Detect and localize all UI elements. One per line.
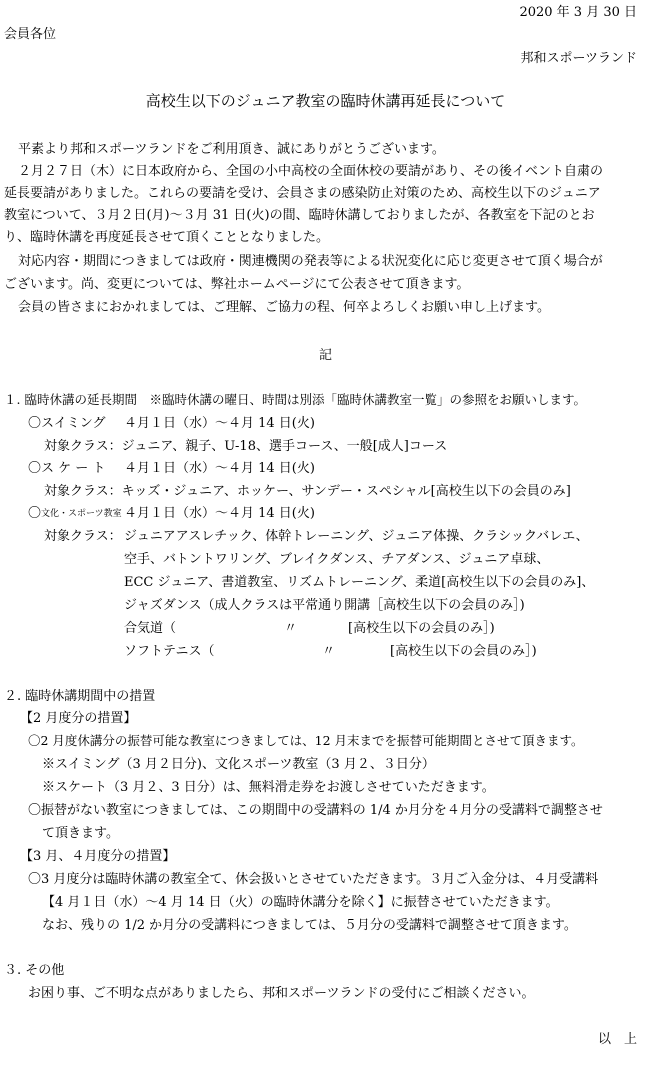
aikido-ditto: 〃 [284,621,298,636]
tennis-note: [高校生以下の会員のみ］) [390,644,537,659]
skate-classes: 対象クラス：キッズ・ジュニア、ホッケー、サンデー・スペシャル[高校生以下の会員のみ] [44,484,571,499]
mar-line: 〇3 月度分は臨時休講の教室全て、休会扱いとさせていただきます。３月ご入金分は、４月受講料 [28,872,599,887]
tennis-ditto: 〃 [322,644,336,659]
mar-line: 【4 月１日（水）～4 月 14 日（火）の臨時休講分を除く】に振替させていただきます。 [42,895,559,910]
tennis-label: ソフトテニス（ [124,644,215,659]
feb-line: ※スケート（3 月２、3 日分）は、無料滑走券をお渡しさせていただきます。 [42,780,495,795]
intro-line: 会員の皆さまにおかれましては、ご理解、ご協力の程、何卒よろしくお願い申し上げます。 [18,300,550,315]
swimming-period: ４月１日（水）～４月 14 日(火) [124,416,315,431]
culture-class-line: ジャズダンス（成人クラスは平常通り開講［高校生以下の会員のみ］) [124,598,525,613]
sender: 邦和スポーツランド [520,51,637,66]
culture-mark: 〇 [28,506,42,521]
page-title: 高校生以下のジュニア教室の臨時休講再延長について [145,92,506,110]
section2-heading: ２. 臨時休講期間中の措置 [4,689,156,704]
closing: 以 上 [597,1032,637,1047]
feb-line: ※スイミング（3 月２日分)、文化スポーツ教室（3 月２、３日分） [42,757,435,772]
aikido-label: 合気道（ [124,621,177,636]
culture-classes-label: 対象クラス： [44,529,122,544]
culture-period: ４月１日（水）～４月 14 日(火) [124,506,315,521]
intro-line: ございます。尚、変更については、弊社ホームページにて公表させて頂きます。 [4,277,470,292]
recipient: 会員各位 [4,27,57,42]
section1-heading: １. 臨時休講の延長期間 ※臨時休講の曜日、時間は別添「臨時休講教室一覧」の参照をお願いします。 [4,392,586,407]
feb-line: 〇2 月度休講分の振替可能な教室につきましては、12 月末までを振替可能期間とさせて頂きます。 [28,733,584,748]
intro-line: り、臨時休講を再度延長させて頂くこととなりました。 [4,230,330,245]
intro-line: 対応内容・期間につきましては政府・関連機関の発表等による状況変化に応じ変更させて頂く場合が [18,254,603,269]
feb-line: て頂きます。 [42,826,119,841]
culture-class-line: ECC ジュニア、書道教室、リズムトレーニング、柔道[高校生以下の会員のみ]、 [124,575,595,590]
section3-heading: ３. その他 [4,963,65,978]
mar-line: なお、残りの 1/2 か月分の受講料につきましては、５月分の受講料で調整させて頂きます。 [42,918,577,933]
swimming-name: 〇スイミング [28,416,106,431]
aikido-note: [高校生以下の会員のみ］) [348,621,495,636]
culture-class-line: ジュニアアスレチック、体幹トレーニング、ジュニア体操、クラシックバレエ、 [124,529,589,544]
intro-line: 教室について、３月２日(月)～３月 31 日(火)の間、臨時休講しておりましたが、各教室を下記のとお [4,208,595,223]
intro-line: 平素より邦和スポーツランドをご利用頂き、誠にありがとうございます。 [18,142,445,157]
section3-text: お困り事、ご不明な点がありましたら、邦和スポーツランドの受付にご相談ください。 [28,986,535,1001]
culture-name: 文化・スポーツ教室 [41,509,122,519]
intro-line: ２月２７日（木）に日本政府から、全国の小中高校の全面休校の要請があり、その後イベント自粛の [18,164,604,179]
skate-name: 〇ス ケ ー ト [28,461,106,476]
intro-line: 延長要請がありました。これらの要請を受け、会員さまの感染防止対策のため、高校生以下のジュニア [4,186,601,201]
mar-heading: 【3 月、４月度分の措置】 [20,849,176,864]
skate-period: ４月１日（水）～４月 14 日(火) [124,461,315,476]
feb-line: 〇振替がない教室につきましては、この期間中の受講料の 1/4 か月分を４月分の受講料で調整させ [28,803,603,818]
date: 2020 年 3 月 30 日 [519,5,637,20]
culture-class-line: 空手、バトントワリング、ブレイクダンス、チアダンス、ジュニア卓球、 [124,552,550,567]
swimming-classes: 対象クラス：ジュニア、親子、U-18、選手コース、一般[成人]コース [44,439,448,454]
feb-heading: 【2 月度分の措置】 [20,711,137,726]
ki-label: 記 [318,348,332,363]
